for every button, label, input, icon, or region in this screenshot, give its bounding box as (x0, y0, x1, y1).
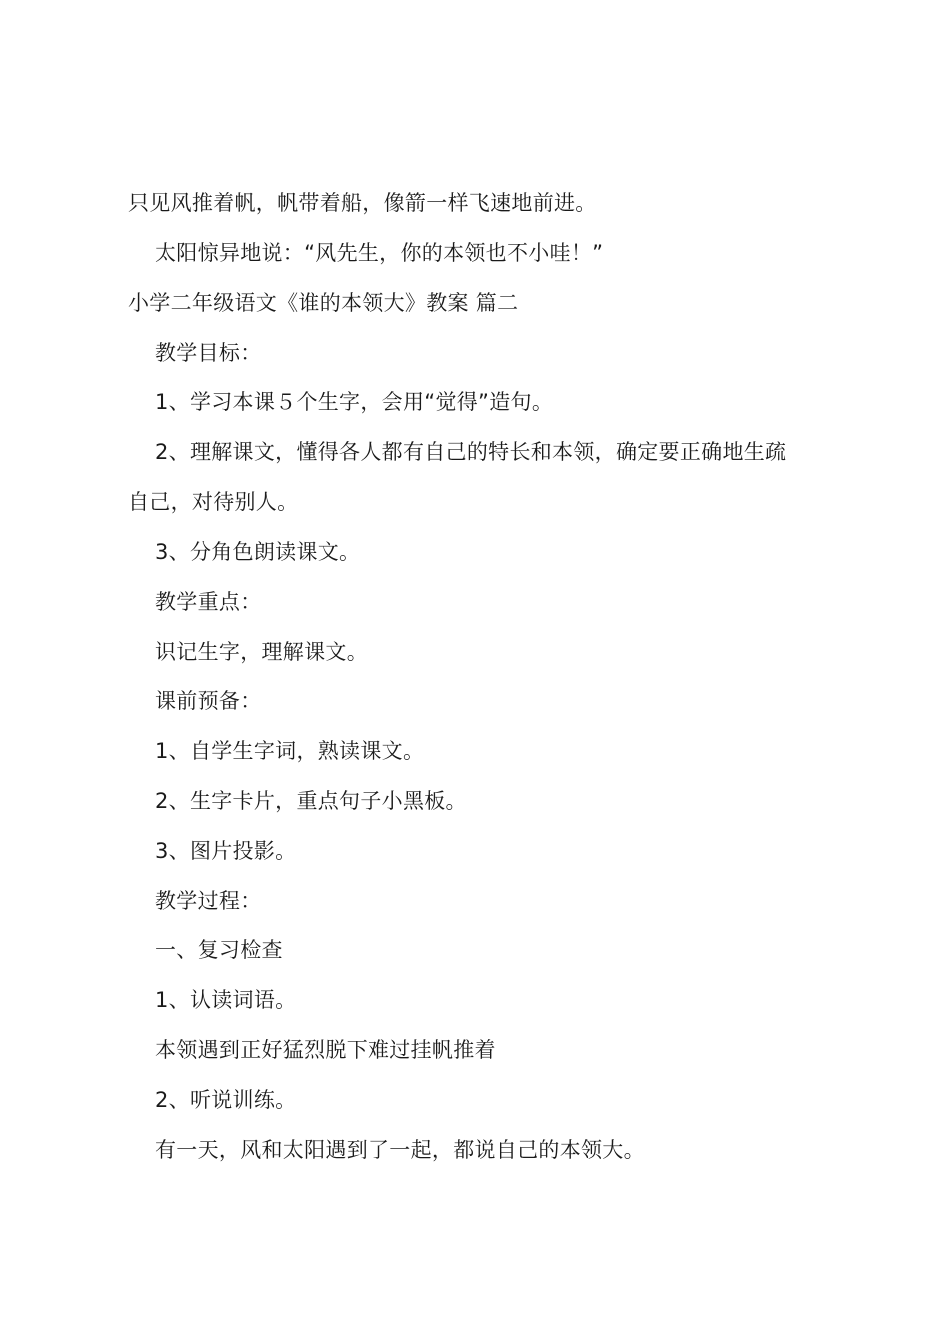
heading-teaching-process: 教学过程： (155, 889, 262, 913)
list-item: 2、听说训练。 (155, 1088, 297, 1112)
heading-teaching-focus: 教学重点： (155, 590, 262, 614)
paragraph-line: 只见风推着帆，帆带着船，像箭一样飞速地前进。 (128, 191, 597, 215)
list-item: 2、理解课文，懂得各人都有自己的特长和本领，确定要正确地生疏 (155, 440, 787, 464)
word-list: 本领遇到正好猛烈脱下难过挂帆推着 (155, 1038, 496, 1062)
section-title: 小学二年级语文《谁的本领大》教案 篇二 (128, 291, 519, 315)
paragraph-line: 识记生字，理解课文。 (155, 640, 368, 664)
heading-preparation: 课前预备： (155, 689, 262, 713)
paragraph-line: 有一天，风和太阳遇到了一起，都说自己的本领大。 (155, 1138, 645, 1162)
list-item: 1、自学生字词，熟读课文。 (155, 739, 425, 763)
list-item: 1、学习本课５个生字，会用“觉得”造句。 (155, 390, 554, 414)
subheading-review: 一、复习检查 (155, 938, 283, 962)
list-item: 2、生字卡片，重点句子小黑板。 (155, 789, 467, 813)
list-item-continuation: 自己，对待别人。 (128, 490, 299, 514)
list-item: 1、认读词语。 (155, 988, 297, 1012)
paragraph-line: 太阳惊异地说：“风先生，你的本领也不小哇！” (155, 241, 604, 265)
list-item: 3、分角色朗读课文。 (155, 540, 361, 564)
heading-teaching-goals: 教学目标： (155, 341, 262, 365)
list-item: 3、图片投影。 (155, 839, 297, 863)
